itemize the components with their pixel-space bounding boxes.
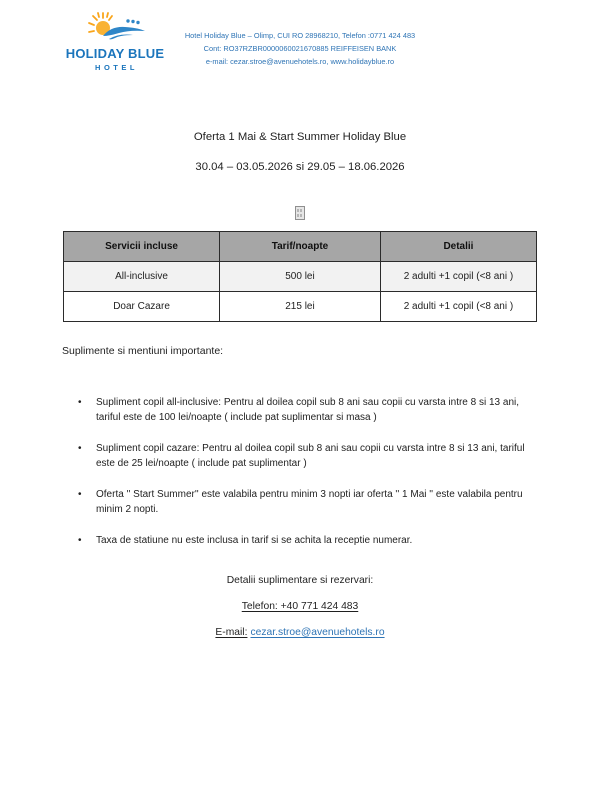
header-detalii: Detalii (380, 232, 536, 262)
note-item: • Taxa de statiune nu este inclusa in tarif si se achita la receptie numerar. (63, 533, 543, 548)
header-servicii: Servicii incluse (64, 232, 220, 262)
note-item: • Supliment copil all-inclusive: Pentru al doilea copil sub 8 ani sau copii cu varsta intre 8 si 13 ani, tariful este de 100 lei/noapte ( include pat suplimentar si masa ) (63, 395, 543, 425)
cell-tarif: 500 lei (220, 262, 381, 292)
contact-header (140, 29, 460, 68)
table-row (64, 292, 537, 322)
cell-detalii: 2 adulti +1 copil (<8 ani ) (380, 292, 536, 322)
email-label: E-mail: (215, 627, 248, 638)
cell-service: All-inclusive (64, 262, 220, 292)
missing-glyph-icon (295, 206, 305, 220)
logo-title: HOLIDAY BLUE (65, 46, 165, 61)
cell-detalii: 2 adulti +1 copil (<8 ani ) (380, 262, 536, 292)
email-link[interactable]: cezar.stroe@avenuehotels.ro (250, 627, 385, 638)
offer-title: Oferta 1 Mai & Start Summer Holiday Blue (193, 131, 407, 143)
notes-heading: Suplimente si mentiuni importante: (62, 345, 224, 357)
email-line (0, 627, 600, 638)
notes-list (63, 395, 543, 564)
offer-dates: 30.04 – 03.05.2026 si 29.05 – 18.06.2026 (195, 161, 405, 173)
table-row (64, 262, 537, 292)
note-item: • Oferta '' Start Summer'' este valabila pentru minim 3 nopti iar oferta '' 1 Mai '' este valabila pentru minim 2 nopti. (63, 487, 543, 517)
note-item: • Supliment copil cazare: Pentru al doilea copil sub 8 ani sau copii cu varsta intre 8 si 13 ani, tariful este de 25 lei/noapte ( include pat suplimentar ) (63, 441, 543, 471)
header-tarif: Tarif/noapte (220, 232, 381, 262)
cell-tarif: 215 lei (220, 292, 381, 322)
contact-line-bank: Cont: RO37RZBR0000060021670885 REIFFEISEN BANK (203, 44, 397, 53)
table-header-row (64, 232, 537, 262)
sun-wave-icon (83, 12, 147, 46)
logo-subtitle: HOTEL (95, 63, 138, 72)
services-table (63, 231, 537, 322)
contact-line-email: e-mail: cezar.stroe@avenuehotels.ro, www.holidayblue.ro (205, 57, 395, 66)
cell-service: Doar Cazare (64, 292, 220, 322)
contact-line-company: Hotel Holiday Blue – Olimp, CUI RO 28968210, Telefon :0771 424 483 (184, 31, 416, 40)
footer-heading: Detalii suplimentare si rezervari: (226, 575, 374, 586)
phone-line: Telefon: +40 771 424 483 (241, 601, 359, 612)
